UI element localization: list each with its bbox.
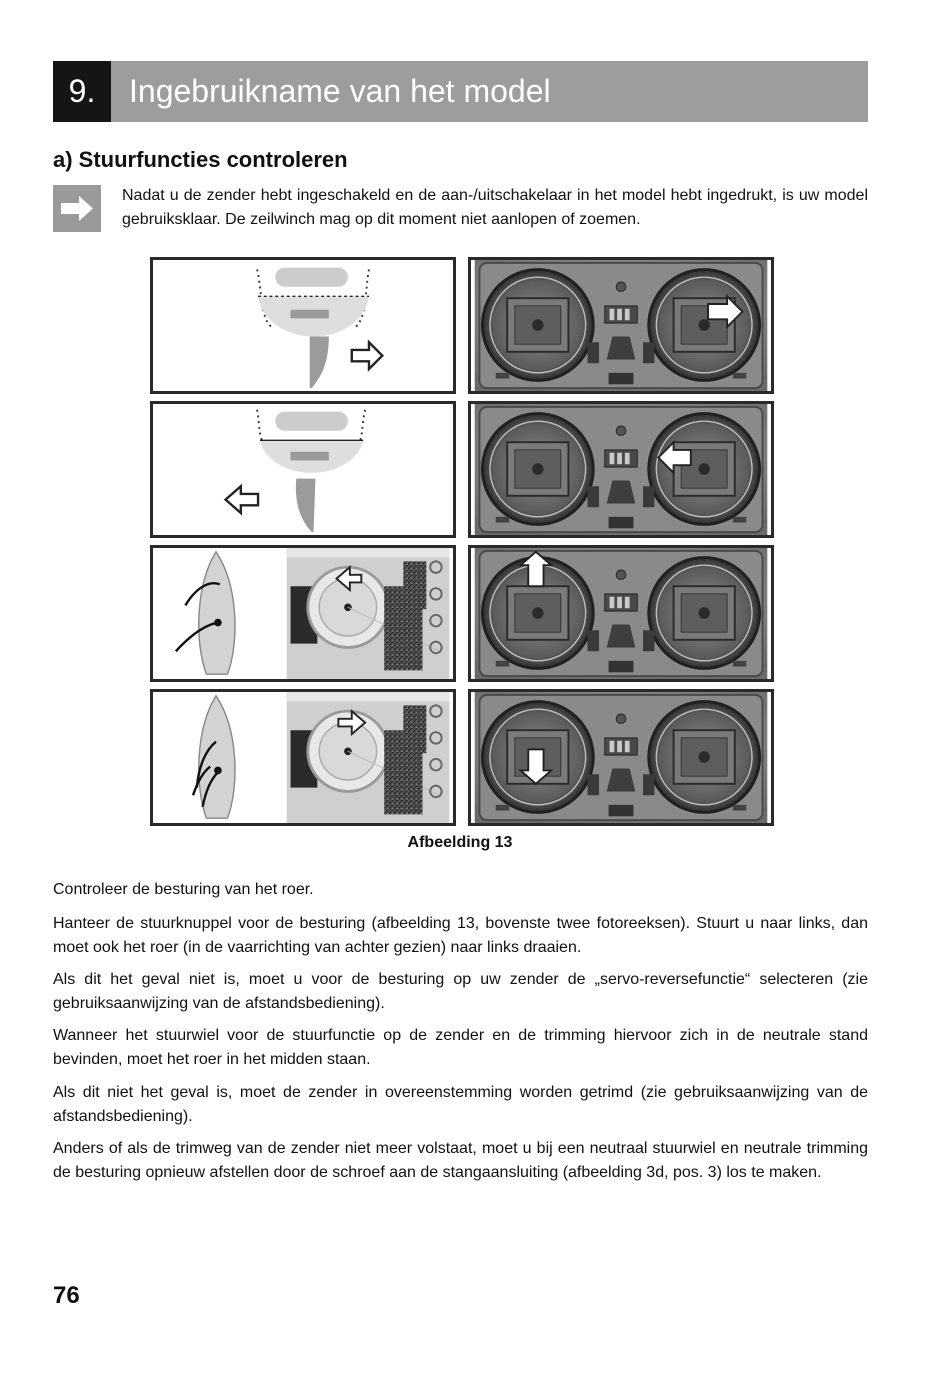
paragraph: Als dit het geval niet is, moet u voor de besturing op uw zender de „servo-reversefunctie“ selecteren (zie gebruiksaanwijzing van de afstandsbediening).	[53, 971, 868, 1012]
paragraph: Hanteer de stuurknuppel voor de besturing (afbeelding 13, bovenste twee fotoreeksen). Stuurt u naar links, dan moet ook het roer (in de vaarrichting van achter gezien) naar links draaien.	[53, 915, 868, 956]
transmitter-stick-right-panel	[468, 257, 774, 394]
rudder-left-panel	[150, 401, 456, 538]
figure-13	[150, 257, 777, 830]
transmitter-stick-up-panel	[468, 545, 774, 682]
page-number: 76	[53, 1282, 80, 1309]
figure-caption: Afbeelding 13	[407, 834, 513, 851]
transmitter-stick-down-panel	[468, 689, 774, 826]
section-heading: a) Stuurfuncties controleren	[53, 147, 348, 172]
chapter-title: Ingebruikname van het model	[129, 73, 551, 109]
paragraph: Anders of als de trimweg van de zender niet meer volstaat, moet u bij een neutraal stuurwiel en neutrale trimming de besturing opnieuw afstellen door de schroef aan de stangaansluiting (afbeelding 3d, pos. 3) los te maken.	[53, 1140, 868, 1181]
chapter-header	[53, 61, 868, 122]
chapter-number: 9.	[53, 61, 111, 122]
paragraph: Als dit niet het geval is, moet de zender in overeenstemming worden getrimd (zie gebruiksaanwijzing van de afstandsbediening).	[53, 1084, 868, 1125]
winch-let-out-panel	[150, 689, 456, 826]
note-text: Nadat u de zender hebt ingeschakeld en de aan-/uitschakelaar in het model hebt ingedrukt, is uw model gebruiksklaar. De zeilwinch mag op dit moment niet aanlopen of zoemen.	[122, 187, 868, 228]
paragraph: Wanneer het stuurwiel voor de stuurfunctie op de zender en de trimming hiervoor zich in de neutrale stand bevinden, moet het roer in het midden staan.	[53, 1027, 868, 1068]
transmitter-stick-left-panel	[468, 401, 774, 538]
rudder-right-panel	[150, 257, 456, 394]
winch-pull-in-panel	[150, 545, 456, 682]
note-box	[53, 185, 101, 232]
arrow-right-icon	[53, 185, 101, 232]
paragraph: Controleer de besturing van het roer.	[53, 881, 314, 898]
